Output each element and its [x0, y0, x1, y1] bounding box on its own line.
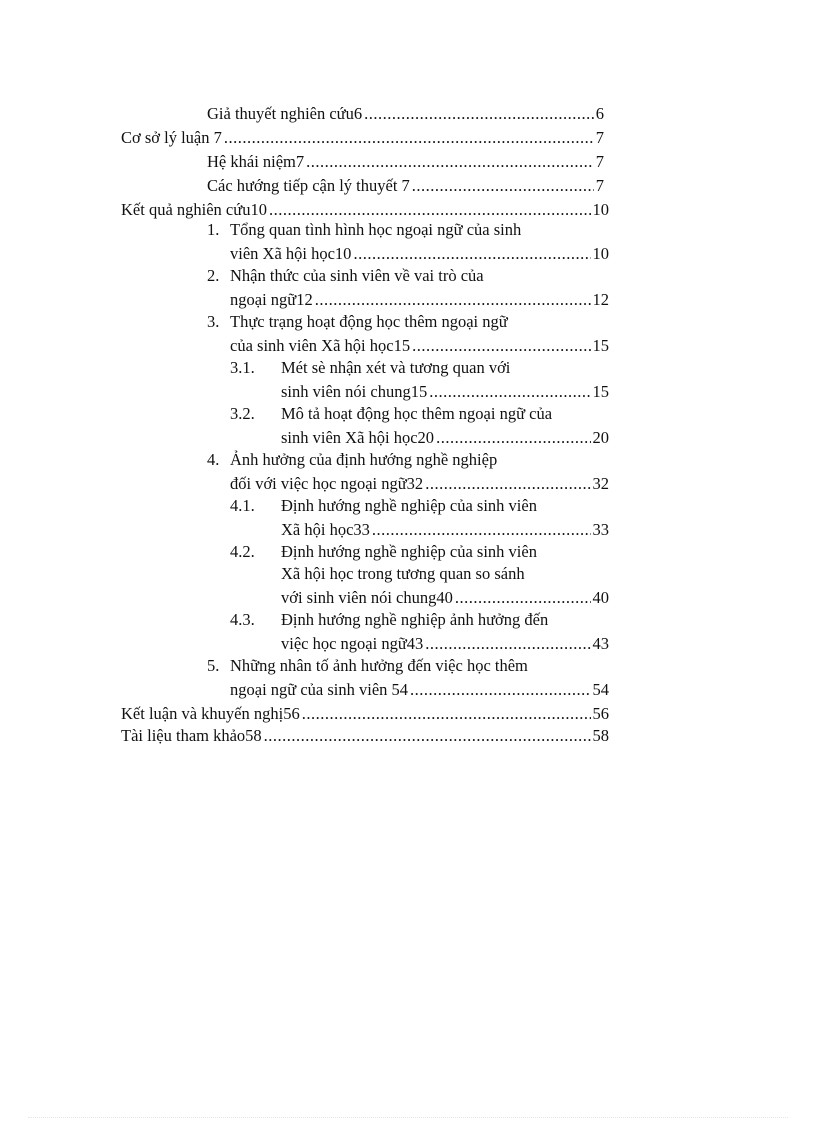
- dot-leader: [429, 381, 590, 403]
- toc-entry-s4-3[interactable]: [281, 633, 609, 655]
- dot-leader: [436, 427, 590, 449]
- page-bottom-rule: [28, 1117, 788, 1118]
- toc-page-number: 7: [595, 176, 604, 195]
- toc-item-number: 4.1.: [230, 496, 255, 515]
- toc-entry-tai-lieu[interactable]: [121, 725, 609, 747]
- toc-item-number: 4.2.: [230, 542, 255, 561]
- toc-entry-s3-1-line1: Mét sè nhận xét và tương quan với: [281, 358, 511, 377]
- toc-entry-label: Cơ sở lý luận 7: [121, 128, 222, 147]
- toc-page-number: 32: [592, 474, 609, 493]
- toc-item-number: 5.: [207, 656, 220, 675]
- toc-entry-s4-3-line1: Định hướng nghề nghiệp ảnh hưởng đến: [281, 610, 549, 629]
- toc-entry-label: Giả thuyết nghiên cứu6: [207, 104, 363, 123]
- toc-entry-s4-2-line1: Định hướng nghề nghiệp của sinh viên: [281, 542, 537, 561]
- toc-entry-s3-line1: Thực trạng hoạt động học thêm ngoại ngữ: [230, 312, 508, 331]
- toc-entry-label: ngoại ngữ của sinh viên 54: [230, 680, 409, 699]
- toc-entry-label: Kết quả nghiên cứu10: [121, 200, 267, 219]
- toc-entry-co-so-ly-luan[interactable]: [121, 127, 604, 149]
- dot-leader: [364, 103, 594, 125]
- toc-page-number: 43: [592, 634, 609, 653]
- toc-entry-ket-luan[interactable]: [121, 703, 609, 725]
- toc-item-number: 3.: [207, 312, 220, 331]
- dot-leader: [315, 289, 591, 311]
- dot-leader: [410, 679, 590, 701]
- toc-entry-label: sinh viên Xã hội học20: [281, 428, 435, 447]
- toc-entry-s2-line1: Nhận thức của sinh viên về vai trò của: [230, 266, 484, 285]
- dot-leader: [425, 473, 590, 495]
- toc-page-number: 33: [592, 520, 609, 539]
- toc-page-number: 6: [595, 104, 604, 123]
- toc-page-number: 7: [595, 128, 604, 147]
- toc-entry-s5[interactable]: [230, 679, 609, 701]
- toc-entry-s4-1[interactable]: [281, 519, 609, 541]
- toc-entry-s3[interactable]: [230, 335, 609, 357]
- toc-item-number: 4.3.: [230, 610, 255, 629]
- toc-entry-s4[interactable]: [230, 473, 609, 495]
- toc-entry-label: của sinh viên Xã hội học15: [230, 336, 411, 355]
- dot-leader: [306, 151, 594, 173]
- toc-entry-s1[interactable]: [230, 243, 609, 265]
- toc-page-number: 12: [592, 290, 609, 309]
- toc-item-number: 4.: [207, 450, 220, 469]
- toc-entry-s3-2-line1: Mô tả hoạt động học thêm ngoại ngữ của: [281, 404, 553, 423]
- toc-page-number: 20: [592, 428, 609, 447]
- toc-entry-ket-qua[interactable]: [121, 199, 609, 221]
- toc-entry-s4-line1: Ảnh hưởng của định hướng nghề nghiệp: [230, 450, 498, 469]
- toc-entry-s4-2-line2: Xã hội học trong tương quan so sánh: [281, 564, 525, 583]
- toc-entry-label: đối với việc học ngoại ngữ32: [230, 474, 424, 493]
- toc-item-number: 2.: [207, 266, 220, 285]
- toc-entry-label: ngoại ngữ12: [230, 290, 313, 309]
- toc-item-number: 3.2.: [230, 404, 255, 423]
- toc-page-number: 58: [592, 726, 609, 745]
- toc-entry-label: sinh viên nói chung15: [281, 382, 428, 401]
- toc-entry-s2[interactable]: [230, 289, 609, 311]
- dot-leader: [412, 175, 594, 197]
- toc-item-number: 3.1.: [230, 358, 255, 377]
- toc-entry-s1-line1: Tổng quan tình hình học ngoại ngữ của sinh: [230, 220, 522, 239]
- toc-entry-s3-1[interactable]: [281, 381, 609, 403]
- toc-entry-label: với sinh viên nói chung40: [281, 588, 453, 607]
- toc-item-number: 1.: [207, 220, 220, 239]
- toc-entry-s4-2[interactable]: [281, 587, 609, 609]
- toc-entry-label: Tài liệu tham khảo58: [121, 726, 262, 745]
- toc-entry-s4-1-line1: Định hướng nghề nghiệp của sinh viên: [281, 496, 537, 515]
- toc-entry-label: Các hướng tiếp cận lý thuyết 7: [207, 176, 410, 195]
- dot-leader: [264, 725, 591, 747]
- toc-page-number: 10: [592, 244, 609, 263]
- dot-leader: [302, 703, 591, 725]
- toc-entry-he-khai-niem[interactable]: [207, 151, 604, 173]
- toc-page-number: 56: [592, 704, 609, 723]
- toc-entry-label: Kết luận và khuyến nghị56: [121, 704, 300, 723]
- toc-entry-label: Hệ khái niệm7: [207, 152, 305, 171]
- dot-leader: [425, 633, 590, 655]
- toc-page-number: 40: [592, 588, 609, 607]
- toc-page-number: 54: [592, 680, 609, 699]
- dot-leader: [269, 199, 591, 221]
- toc-entry-label: việc học ngoại ngữ43: [281, 634, 424, 653]
- toc-entry-label: viên Xã hội học10: [230, 244, 352, 263]
- toc-entry-gia-thuyet[interactable]: [207, 103, 604, 125]
- dot-leader: [353, 243, 590, 265]
- toc-page-number: 15: [592, 336, 609, 355]
- dot-leader: [412, 335, 590, 357]
- toc-page-number: 7: [595, 152, 604, 171]
- toc-entry-s3-2[interactable]: [281, 427, 609, 449]
- dot-leader: [224, 127, 594, 149]
- toc-page-number: 10: [592, 200, 609, 219]
- dot-leader: [455, 587, 591, 609]
- dot-leader: [372, 519, 591, 541]
- toc-entry-s5-line1: Những nhân tố ảnh hưởng đến việc học thêm: [230, 656, 528, 675]
- toc-entry-cac-huong[interactable]: [207, 175, 604, 197]
- toc-page-number: 15: [592, 382, 609, 401]
- toc-entry-label: Xã hội học33: [281, 520, 370, 539]
